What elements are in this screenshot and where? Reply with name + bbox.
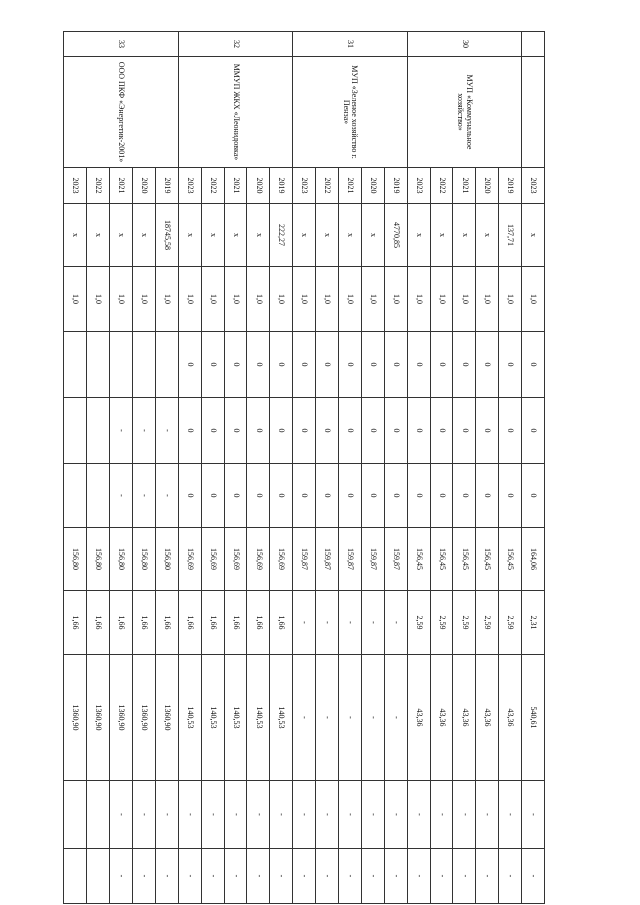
table-cell: 0 — [293, 398, 316, 464]
table-cell: 156,69 — [270, 528, 293, 591]
table-cell: 1,0 — [316, 267, 339, 332]
table-cell: 156,45 — [499, 528, 522, 591]
table-cell: 0 — [407, 398, 430, 464]
table-cell: - — [201, 781, 224, 849]
table-cell: - — [453, 849, 476, 904]
organization-cell — [522, 57, 545, 168]
table-cell: 0 — [178, 398, 201, 464]
table-cell: 1,0 — [270, 267, 293, 332]
organization-cell: МУП «Зеленое хозяйство г. Пенза» — [293, 57, 407, 168]
table-cell: 0 — [430, 398, 453, 464]
table-cell: 0 — [384, 464, 407, 528]
table-cell: - — [132, 464, 155, 528]
table-cell: 156,45 — [430, 528, 453, 591]
table-cell: - — [338, 849, 361, 904]
table-body — [64, 32, 545, 904]
table-cell: 0 — [361, 464, 384, 528]
table-cell: - — [430, 781, 453, 849]
table-cell: 540,61 — [522, 655, 545, 781]
table-cell: 2022 — [201, 168, 224, 204]
table-cell: 0 — [201, 464, 224, 528]
table-cell: 0 — [499, 332, 522, 398]
group-number-cell: 31 — [293, 32, 407, 57]
table-cell: 0 — [476, 464, 499, 528]
table-cell: - — [499, 849, 522, 904]
table-cell: - — [293, 849, 316, 904]
table-cell: - — [110, 398, 133, 464]
table-cell: 2021 — [224, 168, 247, 204]
table-cell: 43,36 — [453, 655, 476, 781]
table-cell: - — [361, 849, 384, 904]
table-cell: x — [338, 204, 361, 267]
table-cell: - — [361, 781, 384, 849]
table-cell: - — [407, 849, 430, 904]
group-number-cell: 32 — [178, 32, 292, 57]
table-cell: - — [316, 591, 339, 655]
table-cell: 0 — [476, 332, 499, 398]
table-row — [499, 32, 522, 904]
table-cell: 1,0 — [87, 267, 110, 332]
table-cell: - — [155, 781, 178, 849]
table-cell: 2,31 — [522, 591, 545, 655]
table-cell: 18745,58 — [155, 204, 178, 267]
table-cell: 159,87 — [338, 528, 361, 591]
table-cell: 2,59 — [499, 591, 522, 655]
table-cell: 0 — [407, 332, 430, 398]
table-cell: 0 — [316, 398, 339, 464]
table-cell: x — [430, 204, 453, 267]
table-cell: 0 — [453, 464, 476, 528]
table-cell: - — [293, 591, 316, 655]
table-cell: 156,45 — [453, 528, 476, 591]
table-cell: - — [361, 591, 384, 655]
table-cell: 140,53 — [201, 655, 224, 781]
table-cell: 1,0 — [224, 267, 247, 332]
table-cell: - — [407, 781, 430, 849]
table-cell: 140,53 — [178, 655, 201, 781]
table-cell: - — [384, 781, 407, 849]
table-cell: 1,0 — [384, 267, 407, 332]
rotated-table-page — [64, 31, 545, 878]
table-cell: 140,53 — [247, 655, 270, 781]
table-cell: x — [224, 204, 247, 267]
table-cell: x — [361, 204, 384, 267]
table-cell: - — [476, 849, 499, 904]
table-cell: 137,71 — [499, 204, 522, 267]
table-cell: 0 — [270, 332, 293, 398]
table-cell: x — [201, 204, 224, 267]
table-cell: 2021 — [338, 168, 361, 204]
table-cell: - — [499, 781, 522, 849]
table-cell: 0 — [407, 464, 430, 528]
table-cell: 1,0 — [201, 267, 224, 332]
table-cell — [87, 398, 110, 464]
table-cell: 2023 — [293, 168, 316, 204]
table-cell: - — [453, 781, 476, 849]
table-row — [270, 32, 293, 904]
group-number-cell — [522, 32, 545, 57]
tariff-table — [63, 31, 545, 904]
table-cell: 2023 — [178, 168, 201, 204]
table-cell: 156,69 — [224, 528, 247, 591]
table-cell: 1,66 — [178, 591, 201, 655]
table-cell: 1,0 — [430, 267, 453, 332]
table-cell: x — [87, 204, 110, 267]
table-cell — [64, 332, 87, 398]
table-cell: 1,0 — [476, 267, 499, 332]
table-cell: 1,66 — [270, 591, 293, 655]
table-cell: 159,87 — [316, 528, 339, 591]
table-cell: 2,59 — [453, 591, 476, 655]
table-cell: x — [316, 204, 339, 267]
table-cell: 2020 — [247, 168, 270, 204]
table-cell: 0 — [224, 332, 247, 398]
table-cell — [87, 464, 110, 528]
table-cell: 0 — [361, 332, 384, 398]
table-cell: 2023 — [64, 168, 87, 204]
table-cell: - — [224, 781, 247, 849]
table-cell: 1360,90 — [64, 655, 87, 781]
table-cell: 0 — [201, 398, 224, 464]
table-cell: 0 — [453, 398, 476, 464]
table-cell: 2,59 — [476, 591, 499, 655]
table-cell: - — [247, 849, 270, 904]
table-cell: - — [132, 781, 155, 849]
table-cell: x — [407, 204, 430, 267]
table-cell: 2020 — [132, 168, 155, 204]
table-cell: - — [155, 849, 178, 904]
table-cell: 43,36 — [430, 655, 453, 781]
table-cell — [64, 781, 87, 849]
table-cell: 0 — [247, 398, 270, 464]
table-cell: 1,66 — [64, 591, 87, 655]
table-cell: 1,0 — [499, 267, 522, 332]
table-cell: 1,66 — [155, 591, 178, 655]
table-cell: 156,80 — [110, 528, 133, 591]
table-cell: 0 — [361, 398, 384, 464]
table-cell: 0 — [453, 332, 476, 398]
table-cell: 1,66 — [87, 591, 110, 655]
table-cell: 0 — [316, 464, 339, 528]
table-cell: 0 — [522, 332, 545, 398]
table-cell — [64, 464, 87, 528]
table-cell: 2,59 — [430, 591, 453, 655]
table-cell: 1360,90 — [155, 655, 178, 781]
table-cell: 0 — [430, 464, 453, 528]
table-cell: 2019 — [270, 168, 293, 204]
table-cell: x — [476, 204, 499, 267]
table-cell: 1,66 — [110, 591, 133, 655]
table-cell — [110, 332, 133, 398]
table-cell: 156,80 — [132, 528, 155, 591]
table-cell: - — [155, 398, 178, 464]
table-cell: 0 — [522, 464, 545, 528]
table-row — [155, 32, 178, 904]
table-cell: 1,0 — [361, 267, 384, 332]
table-cell: 1,0 — [293, 267, 316, 332]
table-cell: x — [132, 204, 155, 267]
table-cell: 140,53 — [224, 655, 247, 781]
table-cell: 1,0 — [453, 267, 476, 332]
table-cell: 0 — [338, 332, 361, 398]
table-cell: - — [270, 849, 293, 904]
table-cell: 2022 — [316, 168, 339, 204]
table-cell: 1360,90 — [87, 655, 110, 781]
table-cell: - — [361, 655, 384, 781]
table-cell: 0 — [201, 332, 224, 398]
table-cell — [64, 849, 87, 904]
table-cell: 43,36 — [407, 655, 430, 781]
table-cell: 140,53 — [270, 655, 293, 781]
table-cell: 1,0 — [178, 267, 201, 332]
table-cell: 0 — [316, 332, 339, 398]
table-cell: x — [64, 204, 87, 267]
table-cell: - — [430, 849, 453, 904]
table-cell: 1,66 — [224, 591, 247, 655]
table-cell: - — [293, 781, 316, 849]
table-cell — [132, 332, 155, 398]
table-cell: - — [270, 781, 293, 849]
table-cell: 0 — [430, 332, 453, 398]
table-cell: 156,80 — [87, 528, 110, 591]
table-cell: 0 — [270, 464, 293, 528]
table-cell: 156,80 — [64, 528, 87, 591]
table-cell: - — [476, 781, 499, 849]
table-cell: 0 — [293, 464, 316, 528]
table-cell: - — [110, 849, 133, 904]
table-cell: 1,0 — [155, 267, 178, 332]
table-cell: - — [293, 655, 316, 781]
table-cell: 156,45 — [407, 528, 430, 591]
table-cell: x — [522, 204, 545, 267]
table-cell: - — [224, 849, 247, 904]
table-cell: 0 — [178, 464, 201, 528]
table-cell: 156,69 — [201, 528, 224, 591]
table-cell: - — [155, 464, 178, 528]
table-cell: 1360,90 — [132, 655, 155, 781]
table-cell: 156,69 — [247, 528, 270, 591]
table-cell: 2,59 — [407, 591, 430, 655]
table-cell: 159,87 — [361, 528, 384, 591]
table-cell: 0 — [178, 332, 201, 398]
group-number-cell: 30 — [407, 32, 521, 57]
table-cell: 159,87 — [384, 528, 407, 591]
table-cell: - — [384, 849, 407, 904]
table-cell: - — [384, 591, 407, 655]
table-cell: 1,66 — [132, 591, 155, 655]
table-cell: 156,69 — [178, 528, 201, 591]
table-cell: - — [316, 655, 339, 781]
table-cell: 156,80 — [155, 528, 178, 591]
table-cell: 0 — [384, 332, 407, 398]
table-cell: 2020 — [476, 168, 499, 204]
table-cell: 0 — [476, 398, 499, 464]
table-cell — [87, 332, 110, 398]
table-cell: - — [110, 781, 133, 849]
table-cell: 2019 — [155, 168, 178, 204]
table-cell: - — [338, 655, 361, 781]
table-cell: 2021 — [110, 168, 133, 204]
table-cell: 1,0 — [247, 267, 270, 332]
table-row — [522, 32, 545, 904]
table-cell: - — [178, 849, 201, 904]
table-cell: 159,87 — [293, 528, 316, 591]
table-cell: - — [178, 781, 201, 849]
table-cell: 0 — [224, 398, 247, 464]
table-cell: 1,0 — [407, 267, 430, 332]
table-cell — [64, 398, 87, 464]
table-cell: x — [453, 204, 476, 267]
table-cell: 0 — [522, 398, 545, 464]
table-cell: - — [247, 781, 270, 849]
table-cell: 0 — [293, 332, 316, 398]
table-cell: 1,0 — [110, 267, 133, 332]
group-number-cell: 33 — [64, 32, 178, 57]
table-cell: 0 — [384, 398, 407, 464]
table-cell: 1,0 — [64, 267, 87, 332]
table-cell: 2022 — [430, 168, 453, 204]
table-cell: - — [110, 464, 133, 528]
table-cell: 156,45 — [476, 528, 499, 591]
table-cell: 2019 — [499, 168, 522, 204]
table-cell: 2023 — [407, 168, 430, 204]
table-cell: 1,0 — [522, 267, 545, 332]
table-cell — [155, 332, 178, 398]
table-cell: - — [316, 849, 339, 904]
table-cell: 43,36 — [476, 655, 499, 781]
table-cell: 0 — [270, 398, 293, 464]
table-cell: x — [178, 204, 201, 267]
table-cell: 0 — [247, 464, 270, 528]
table-cell: - — [201, 849, 224, 904]
table-cell: 1,0 — [132, 267, 155, 332]
table-cell: - — [132, 398, 155, 464]
table-cell: 2021 — [453, 168, 476, 204]
table-cell: 2019 — [384, 168, 407, 204]
table-cell: 2020 — [361, 168, 384, 204]
table-cell: 1,66 — [201, 591, 224, 655]
table-cell: - — [338, 781, 361, 849]
table-cell: - — [522, 849, 545, 904]
table-cell — [87, 849, 110, 904]
table-cell: 164,06 — [522, 528, 545, 591]
table-cell: - — [384, 655, 407, 781]
table-cell: 0 — [224, 464, 247, 528]
organization-cell: МУП «Коммунальное хозяйство» — [407, 57, 521, 168]
table-cell: - — [132, 849, 155, 904]
table-cell: 1,66 — [247, 591, 270, 655]
table-cell: 0 — [338, 398, 361, 464]
table-cell: 222,27 — [270, 204, 293, 267]
table-cell: 43,36 — [499, 655, 522, 781]
table-cell: 1,0 — [338, 267, 361, 332]
table-cell: - — [316, 781, 339, 849]
table-cell: 0 — [499, 464, 522, 528]
table-cell: x — [110, 204, 133, 267]
table-cell: 2023 — [522, 168, 545, 204]
table-cell — [87, 781, 110, 849]
organization-cell: ММУП ЖКХ «Леонидовка» — [178, 57, 292, 168]
table-cell: 2022 — [87, 168, 110, 204]
table-cell: 0 — [499, 398, 522, 464]
table-cell: - — [338, 591, 361, 655]
organization-cell: ООО ПКФ «Энергетик-2001» — [64, 57, 178, 168]
table-cell: x — [247, 204, 270, 267]
table-row — [384, 32, 407, 904]
table-cell: 0 — [338, 464, 361, 528]
table-cell: 0 — [247, 332, 270, 398]
table-cell: 4770,85 — [384, 204, 407, 267]
table-cell: 1360,90 — [110, 655, 133, 781]
table-cell: - — [522, 781, 545, 849]
table-cell: x — [293, 204, 316, 267]
